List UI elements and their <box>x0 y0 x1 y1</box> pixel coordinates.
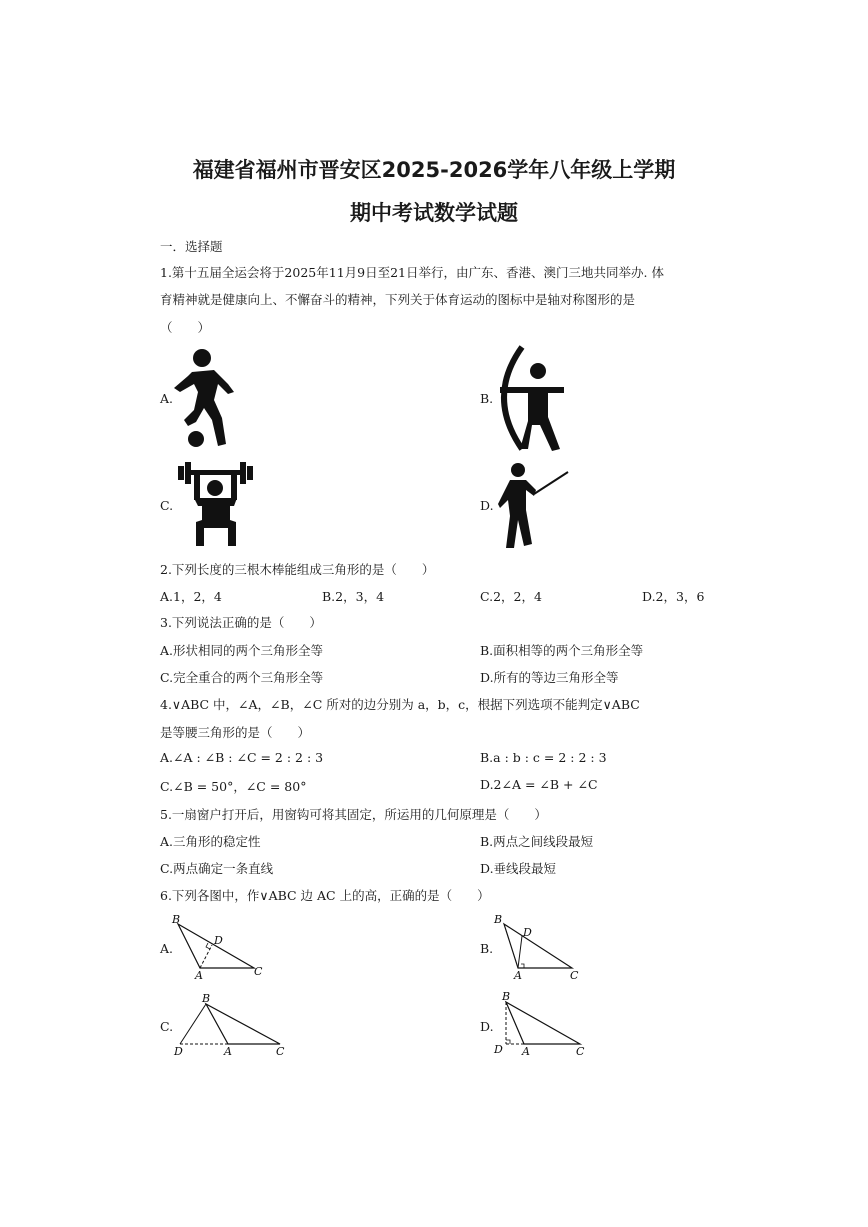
point-label-a: A <box>224 1045 232 1058</box>
point-label-b: B <box>172 913 181 926</box>
archer-icon[interactable] <box>492 345 572 453</box>
q3-option-d[interactable]: D.所有的等边三角形全等 <box>480 670 619 685</box>
q5-option-a[interactable]: A.三角形的稳定性 <box>160 834 261 849</box>
title-line-1: 福建省福州市晋安区2025-2026学年八年级上学期 <box>192 158 676 182</box>
point-label-d: D <box>174 1045 183 1058</box>
q6-stem: 6.下列各图中，作∨ABC 边 AC 上的高，正确的是（ ） <box>160 888 490 903</box>
q1-stem-line-1: 1.第十五届全运会将于2025年11月9日至21日举行，由广东、香港、澳门三地共同举办. 体 <box>160 265 664 280</box>
point-label-b: B <box>494 913 503 926</box>
q2-option-d[interactable]: D.2，3，6 <box>642 589 705 604</box>
q6-option-c-label[interactable]: C. <box>160 1019 174 1034</box>
point-label-b: B <box>502 990 511 1003</box>
q4-option-b[interactable]: B.a : b : c = 2 : 2 : 3 <box>480 750 607 765</box>
q3-option-a[interactable]: A.形状相同的两个三角形全等 <box>160 643 324 658</box>
q5-option-d[interactable]: D.垂线段最短 <box>480 861 557 876</box>
q1-option-a-label[interactable]: A. <box>160 391 174 406</box>
q1-answer-blank: （ ） <box>160 320 211 335</box>
point-label-d: D <box>494 1043 503 1056</box>
q1-option-c-label[interactable]: C. <box>160 498 174 513</box>
point-label-c: C <box>576 1045 585 1058</box>
q1-stem-line-2: 育精神就是健康向上、不懈奋斗的精神，下列关于体育运动的图标中是轴对称图形的是 <box>160 292 636 307</box>
q4-option-c[interactable]: C.∠B = 50°，∠C = 80° <box>160 779 307 794</box>
point-label-a: A <box>514 969 522 982</box>
q6-figure-b[interactable] <box>490 912 590 980</box>
q5-stem: 5.一扇窗户打开后，用窗钩可将其固定，所运用的几何原理是（ ） <box>160 807 547 822</box>
q2-stem: 2.下列长度的三根木棒能组成三角形的是（ ） <box>160 562 435 577</box>
q5-option-c[interactable]: C.两点确定一条直线 <box>160 861 274 876</box>
q3-stem: 3.下列说法正确的是（ ） <box>160 615 322 630</box>
fencer-icon[interactable] <box>496 460 576 550</box>
q4-stem-line-2: 是等腰三角形的是（ ） <box>160 725 311 740</box>
point-label-b: B <box>202 992 211 1005</box>
point-label-c: C <box>276 1045 285 1058</box>
q2-option-c[interactable]: C.2，2，4 <box>480 589 542 604</box>
q4-option-a[interactable]: A.∠A : ∠B : ∠C = 2 : 2 : 3 <box>160 750 324 765</box>
q1-option-b-label[interactable]: B. <box>480 391 494 406</box>
q1-option-d-label[interactable]: D. <box>480 498 494 513</box>
q6-figure-a[interactable] <box>170 912 270 980</box>
point-label-c: C <box>570 969 579 982</box>
q3-option-c[interactable]: C.完全重合的两个三角形全等 <box>160 670 324 685</box>
section-heading: 一．选择题 <box>160 239 223 254</box>
q4-option-d[interactable]: D.2∠A = ∠B + ∠C <box>480 777 598 792</box>
football-player-icon[interactable] <box>170 348 240 448</box>
q2-option-a[interactable]: A.1，2，4 <box>160 589 222 604</box>
q2-option-b[interactable]: B.2，3，4 <box>322 589 385 604</box>
point-label-a: A <box>522 1045 530 1058</box>
q4-stem-line-1: 4.∨ABC 中，∠A，∠B，∠C 所对的边分别为 a，b，c，根据下列选项不能判定∨ABC <box>160 697 640 712</box>
weightlifter-icon[interactable] <box>178 462 258 548</box>
point-label-d: D <box>523 926 532 939</box>
q6-option-d-label[interactable]: D. <box>480 1019 494 1034</box>
q6-figure-c[interactable] <box>170 990 290 1058</box>
q5-option-b[interactable]: B.两点之间线段最短 <box>480 834 594 849</box>
point-label-d: D <box>214 934 223 947</box>
q3-option-b[interactable]: B.面积相等的两个三角形全等 <box>480 643 644 658</box>
point-label-a: A <box>195 969 203 982</box>
q6-option-a-label[interactable]: A. <box>160 941 174 956</box>
point-label-c: C <box>254 965 263 978</box>
q6-option-b-label[interactable]: B. <box>480 941 494 956</box>
title-line-2: 期中考试数学试题 <box>350 201 518 225</box>
q6-figure-d[interactable] <box>490 990 600 1058</box>
